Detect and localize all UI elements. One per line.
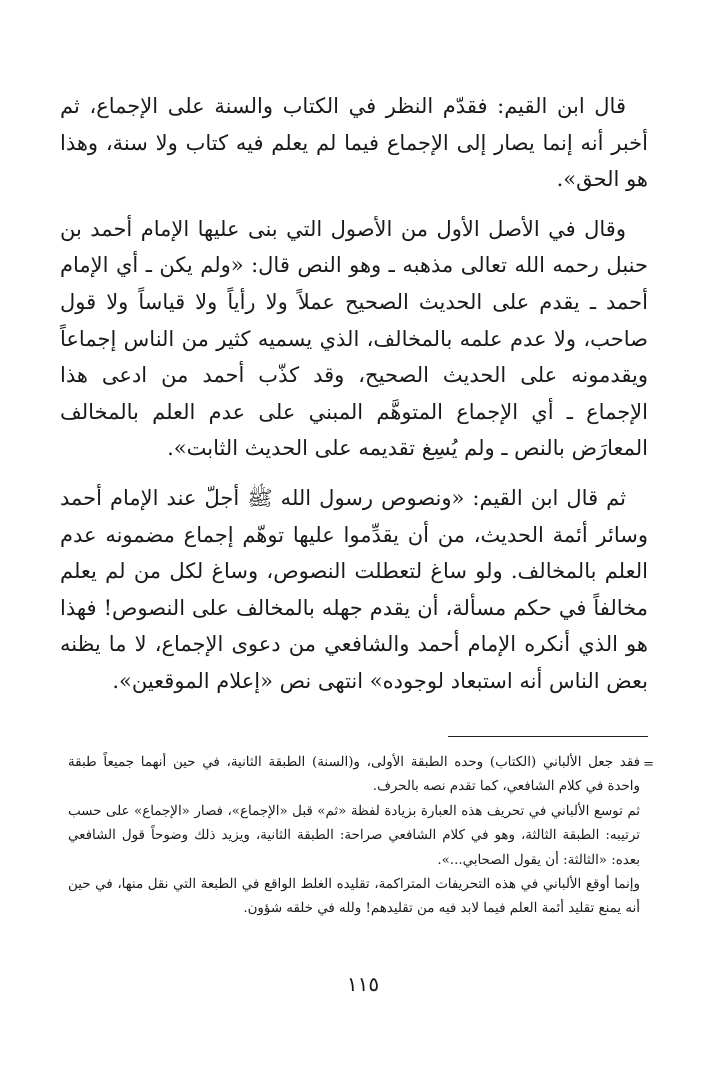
footnote-continuation-marker: = bbox=[643, 757, 654, 772]
footnote-paragraph: وإنما أوقع الألباني في هذه التحريفات المتراكمة، تقليده الغلط الواقع في الطبعة التي نقل منها، في حين أنه يمنع تقليد أئمة العلم فيما لابد فيه من تقليدهم! ولله في خلقه شؤون. bbox=[68, 877, 640, 917]
paragraph-ibn-qayyim-quote: قال ابن القيم: فقدّم النظر في الكتاب والسنة على الإجماع، ثم أخبر أنه إنما يصار إلى الإجماع فيما لم يعلم فيه كتاب ولا سنة، وهذا هو الحق». bbox=[60, 94, 648, 192]
footnote-paragraph: فقد جعل الألباني (الكتاب) وحده الطبقة الأولى، و(السنة) الطبقة الثانية، في حين أنهما جميعاً طبقة واحدة في كلام الشافعي، كما تقدم نصه بالحرف. bbox=[68, 755, 640, 795]
main-text-body bbox=[60, 88, 648, 700]
footnote-paragraph: ثم توسع الألباني في تحريف هذه العبارة بزيادة لفظة «ثم» قبل «الإجماع»، فصار «الإجماع» على حسب ترتيبه: الطبقة الثالثة، وهو في كلام الشافعي صراحة: الطبقة الثانية، ويزيد ذلك وضوحاً قول الشافعي بعده: «الثالثة: أن يقول الصحابي...». bbox=[68, 803, 640, 868]
footnote-separator bbox=[448, 736, 648, 737]
footnotes-block bbox=[68, 751, 640, 922]
paragraph-first-principle: وقال في الأصل الأول من الأصول التي بنى عليها الإمام أحمد بن حنبل رحمه الله تعالى مذهبه ـ وهو النص قال: «ولم يكن ـ أي الإمام أحمد ـ يقدم على الحديث الصحيح عملاً ولا رأياً ولا قياساً ولا قول صاحب، ولا عدم علمه بالمخالف، الذي يسميه كثير من الناس إجماعاً ويقدمونه على الحديث الصحيح، وقد كذّب أحمد من ادعى هذا الإجماع ـ أي الإجماع المتوهَّم المبني على عدم العلم بالمخالف المعارَض بالنص ـ ولم يُسِغ تقديمه على الحديث الثابت». bbox=[60, 216, 648, 461]
page-number: ١١٥ bbox=[346, 972, 380, 996]
paragraph-ibn-qayyim-nusus: ثم قال ابن القيم: «ونصوص رسول الله ﷺ أجلّ عند الإمام أحمد وسائر أئمة الحديث، من أن يقدِّموا عليها توهّم إجماع مضمونه عدم العلم بالمخالف. ولو ساغ لتعطلت النصوص، وساغ لكل من لم يعلم مخالفاً في حكم مسألة، أن يقدم جهله بالمخالف على النصوص! فهذا هو الذي أنكره الإمام أحمد والشافعي من دعوى الإجماع، لا ما يظنه بعض الناس أنه استبعاد لوجوده» انتهى نص «إعلام الموقعين». bbox=[60, 485, 648, 693]
